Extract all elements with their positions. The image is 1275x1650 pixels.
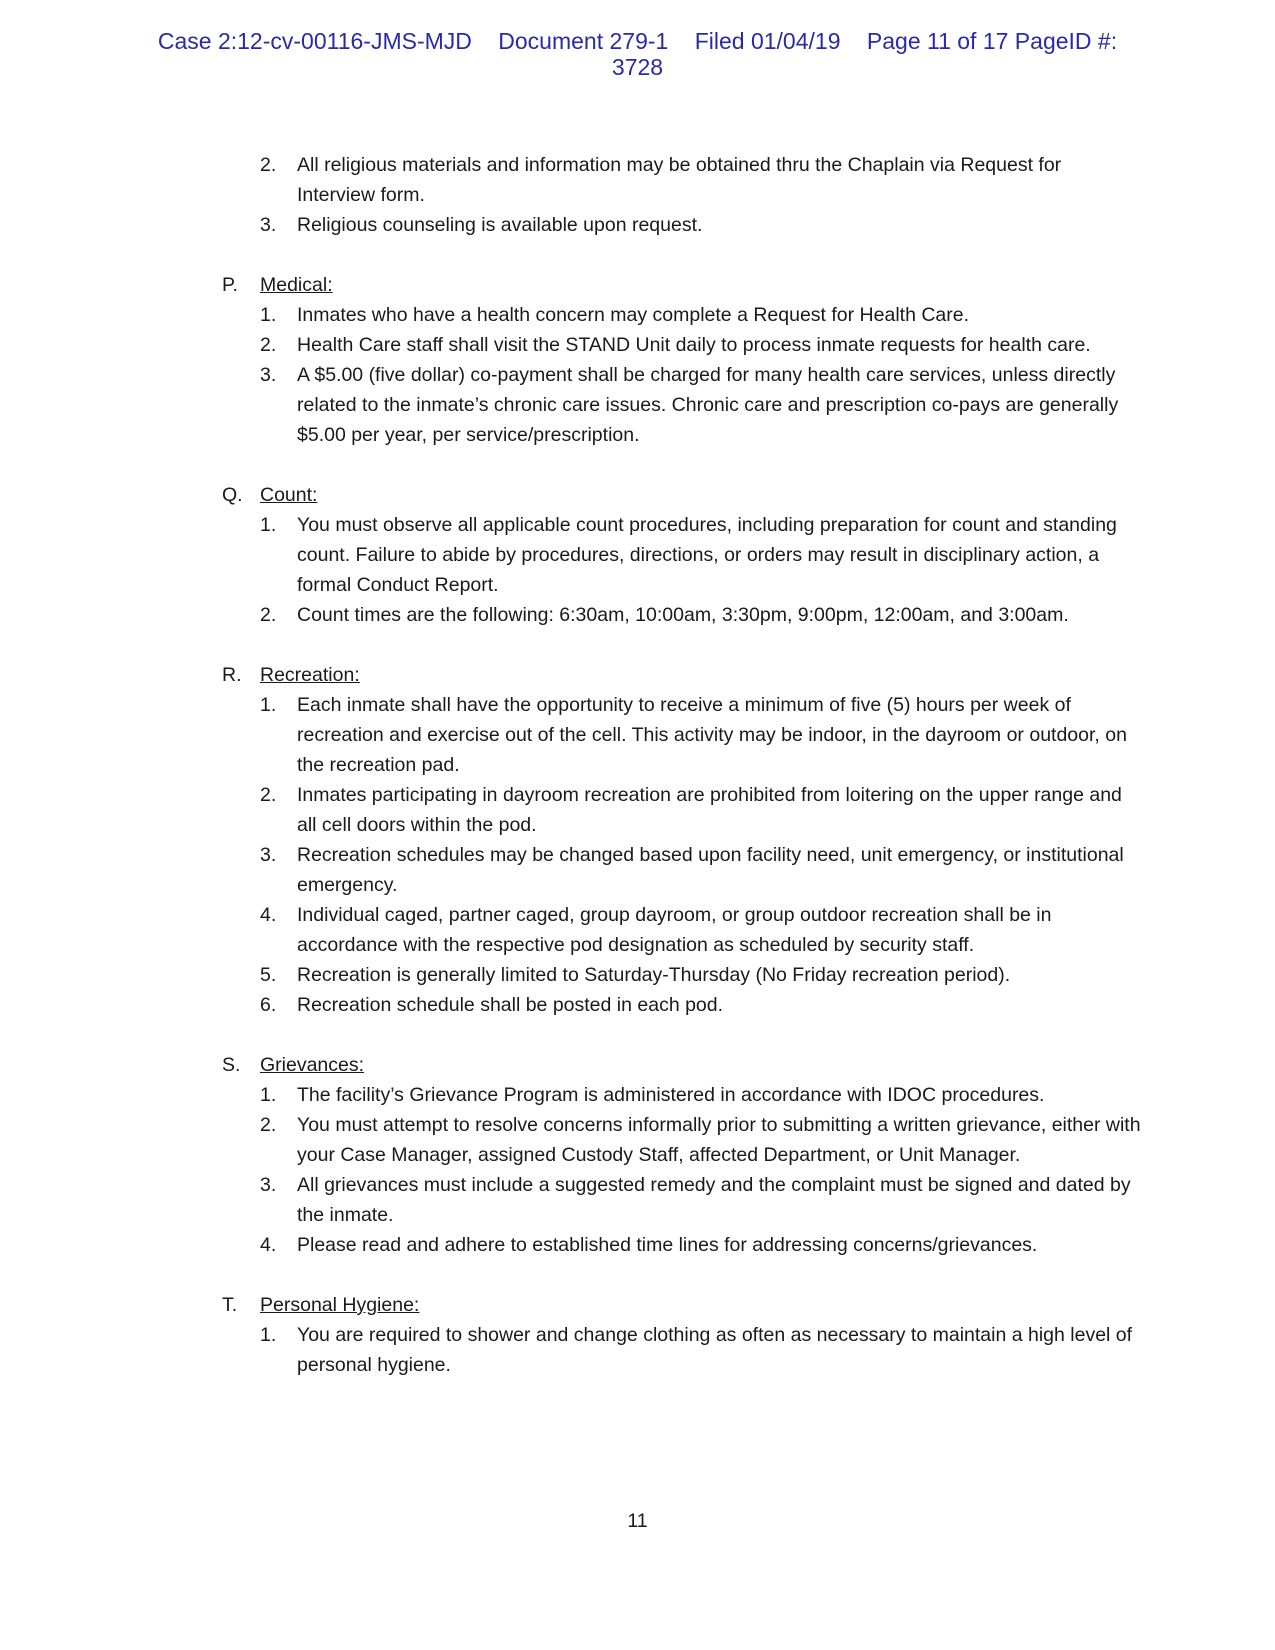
item-text: Each inmate shall have the opportunity to receive a minimum of five (5) hours per week of recreation and exercise out of the cell. This activity may be indoor, in the dayroom or outdoor, on the recreation pad. — [297, 694, 1127, 776]
item-number: 3. — [260, 214, 277, 236]
section-heading — [222, 480, 1142, 510]
list-item — [222, 780, 1142, 840]
list-item — [222, 360, 1142, 450]
item-number: 1. — [260, 694, 277, 716]
item-text: Health Care staff shall visit the STAND Unit daily to process inmate requests for health care. — [297, 334, 1091, 356]
page-number: 11 — [627, 1510, 648, 1532]
section-title: Personal Hygiene: — [260, 1294, 420, 1316]
item-text: The facility’s Grievance Program is administered in accordance with IDOC procedures. — [297, 1084, 1045, 1106]
list-item — [222, 510, 1142, 600]
list-item — [222, 1230, 1142, 1260]
page-info: Page 11 of 17 PageID #: — [866, 28, 1118, 54]
item-text: You are required to shower and change clothing as often as necessary to maintain a high level of personal hygiene. — [297, 1324, 1133, 1376]
section-personal-hygiene — [222, 1290, 1142, 1380]
section-title: Recreation: — [260, 664, 360, 686]
list-item — [222, 300, 1142, 330]
list-item — [222, 1110, 1142, 1170]
item-number: 2. — [260, 1114, 277, 1136]
list-item — [222, 1170, 1142, 1230]
item-number: 4. — [260, 904, 277, 926]
item-number: 1. — [260, 304, 277, 326]
section-title: Count: — [260, 484, 318, 506]
section-heading — [222, 1050, 1142, 1080]
item-number: 1. — [260, 1324, 277, 1346]
section-medical — [222, 270, 1142, 450]
list-item — [222, 1080, 1142, 1110]
item-text: Individual caged, partner caged, group dayroom, or group outdoor recreation shall be in accordance with the respective pod designation as scheduled by security staff. — [297, 904, 1052, 956]
section-list — [222, 690, 1142, 1020]
list-item — [222, 150, 1142, 210]
section-letter: Q. — [222, 484, 243, 506]
list-item — [222, 330, 1142, 360]
item-text: Recreation schedule shall be posted in each pod. — [297, 994, 724, 1016]
item-number: 6. — [260, 994, 277, 1016]
item-number: 5. — [260, 964, 277, 986]
section-list — [222, 1320, 1142, 1380]
document-number: Document 279-1 — [498, 28, 669, 54]
item-number: 2. — [260, 334, 277, 356]
section-heading — [222, 1290, 1142, 1320]
section-letter: S. — [222, 1054, 241, 1076]
section-list — [222, 510, 1142, 630]
list-item — [222, 990, 1142, 1020]
item-text: All grievances must include a suggested remedy and the complaint must be signed and dated by the inmate. — [297, 1174, 1131, 1226]
item-text: Please read and adhere to established time lines for addressing concerns/grievances. — [297, 1234, 1038, 1256]
item-text: All religious materials and information may be obtained thru the Chaplain via Request for Interview form. — [297, 154, 1062, 206]
section-grievances — [222, 1050, 1142, 1260]
item-text: You must attempt to resolve concerns informally prior to submitting a written grievance, either with your Case Manager, assigned Custody Staff, affected Department, or Unit Manager. — [297, 1114, 1141, 1166]
list-item — [222, 1320, 1142, 1380]
item-number: 4. — [260, 1234, 277, 1256]
section-letter: P. — [222, 274, 238, 296]
list-item — [222, 600, 1142, 630]
list-item — [222, 960, 1142, 990]
document-body — [222, 150, 1142, 1410]
section-heading — [222, 270, 1142, 300]
section-count — [222, 480, 1142, 630]
page-id: 3728 — [611, 54, 664, 80]
item-text: Inmates who have a health concern may complete a Request for Health Care. — [297, 304, 970, 326]
list-item — [222, 900, 1142, 960]
item-text: Recreation is generally limited to Saturday-Thursday (No Friday recreation period). — [297, 964, 1011, 986]
continued-list — [222, 150, 1142, 240]
list-item — [222, 840, 1142, 900]
item-number: 3. — [260, 364, 277, 386]
item-number: 2. — [260, 784, 277, 806]
section-title: Grievances: — [260, 1054, 365, 1076]
item-text: You must observe all applicable count procedures, including preparation for count and standing count. Failure to abide by procedures, directions, or orders may result in disciplinary action, a formal Conduct Report. — [297, 514, 1117, 596]
filing-header — [0, 28, 1275, 80]
filed-date: Filed 01/04/19 — [694, 28, 841, 54]
item-number: 2. — [260, 154, 277, 176]
item-text: A $5.00 (five dollar) co-payment shall be charged for many health care services, unless directly related to the inmate’s chronic care issues. Chronic care and prescription co-pays are generally $5.00 per year, per service/prescription. — [297, 364, 1119, 446]
section-list — [222, 300, 1142, 450]
list-item — [222, 690, 1142, 780]
item-number: 3. — [260, 844, 277, 866]
section-recreation — [222, 660, 1142, 1020]
item-number: 1. — [260, 1084, 277, 1106]
section-letter: R. — [222, 664, 242, 686]
filing-header-line1 — [0, 28, 1275, 54]
list-item — [222, 210, 1142, 240]
item-text: Religious counseling is available upon request. — [297, 214, 703, 236]
item-number: 3. — [260, 1174, 277, 1196]
section-letter: T. — [222, 1294, 238, 1316]
item-text: Count times are the following: 6:30am, 10:00am, 3:30pm, 9:00pm, 12:00am, and 3:00am. — [297, 604, 1069, 626]
section-list — [222, 1080, 1142, 1260]
item-text: Recreation schedules may be changed based upon facility need, unit emergency, or institutional emergency. — [297, 844, 1124, 896]
item-number: 1. — [260, 514, 277, 536]
section-title: Medical: — [260, 274, 333, 296]
section-heading — [222, 660, 1142, 690]
item-number: 2. — [260, 604, 277, 626]
case-number: Case 2:12-cv-00116-JMS-MJD — [157, 28, 472, 54]
item-text: Inmates participating in dayroom recreation are prohibited from loitering on the upper range and all cell doors within the pod. — [297, 784, 1122, 836]
